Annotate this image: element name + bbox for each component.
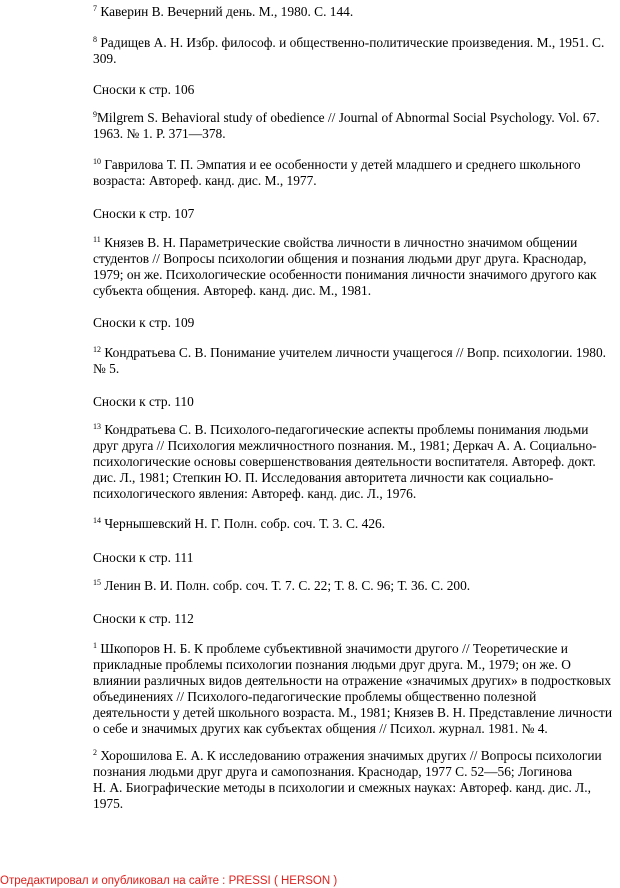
footnote-14	[93, 516, 620, 532]
section-heading: Сноски к стр. 110	[93, 394, 194, 409]
footnote-number: 8	[93, 35, 97, 44]
footnote-text: 309.	[93, 51, 117, 66]
section-heading: Сноски к стр. 107	[93, 206, 195, 221]
footnote-text: влиянии различных видов деятельности на отражение «значимых других» в подростковых	[93, 673, 612, 688]
footnote-11	[93, 235, 620, 299]
footnote-text: дис. Л., 1981; Степкин Ю. П. Исследования авторитета личности как социально-	[93, 470, 554, 485]
footnote-number: 7	[93, 4, 97, 13]
section-heading: Сноски к стр. 106	[93, 82, 195, 97]
footnote-text: возраста: Автореф. канд. дис. М., 1977.	[93, 173, 317, 188]
footnote-number: 15	[93, 578, 101, 587]
section-heading: Сноски к стр. 112	[93, 611, 194, 626]
footnote-text: Milgrem S. Behavioral study of obedience // Journal of Abnormal Social Psychology. Vol. 67.	[97, 110, 600, 125]
footnote-text: студентов // Вопросы психологии общения и познания людьми друг друга. Краснодар,	[93, 251, 587, 266]
footnote-text: о себе и значимых других как субъектах общения // Психол. журнал. 1981. № 4.	[93, 721, 548, 736]
footnote-text: Н. А. Биографические методы в психологии и смежных науках: Автореф. канд. дис. Л.,	[93, 780, 591, 795]
footnote-15	[93, 578, 620, 594]
footnote-text: Радищев А. Н. Избр. философ. и общественно-политические произведения. М., 1951. С.	[100, 35, 605, 50]
footnote-2	[93, 748, 620, 812]
footnote-text: объединениях // Психолого-педагогические проблемы общественно полезной	[93, 689, 537, 704]
footnote-number: 13	[93, 422, 101, 431]
footnote-text: Гаврилова Т. П. Эмпатия и ее особенности у детей младшего и среднего школьного	[104, 157, 581, 172]
footnote-number: 1	[93, 641, 97, 650]
footnote-text: познания людьми друг друга и самопознания. Краснодар, 1977 С. 52—56; Логинова	[93, 764, 573, 779]
site-credit-footer: Отредактировал и опубликовал на сайте : PRESSI ( HERSON )	[0, 875, 338, 887]
footnote-8	[93, 35, 620, 67]
footnote-text: 1963. № 1. P. 371—378.	[93, 126, 226, 141]
footnote-12	[93, 345, 620, 377]
footnote-text: № 5.	[93, 361, 120, 376]
footnote-number: 2	[93, 748, 97, 757]
footnote-text: Чернышевский Н. Г. Полн. собр. соч. Т. 3. С. 426.	[104, 516, 386, 531]
footnote-text: прикладные проблемы психологии познания людьми друг друга. М., 1979; он же. О	[93, 657, 571, 672]
footnote-number: 14	[93, 516, 101, 525]
section-heading: Сноски к стр. 109	[93, 315, 195, 330]
footnote-text: субъекта общения. Автореф. канд. дис. М., 1981.	[93, 283, 372, 298]
footnote-text: 1979; он же. Психологические особенности понимания личности значимого другого как	[93, 267, 597, 282]
footnote-number: 10	[93, 157, 101, 166]
footnote-text: Князев В. Н. Параметрические свойства личности в личностно значимом общении	[104, 235, 578, 250]
footnote-1	[93, 641, 620, 737]
footnote-13	[93, 422, 620, 502]
footnote-text: деятельности у детей школьного возраста. М., 1981; Князев В. Н. Представление личности	[93, 705, 613, 720]
footnote-text: Кондратьева С. В. Понимание учителем личности учащегося // Вопр. психологии. 1980.	[104, 345, 606, 360]
footnote-text: психологические основы совершенствования деятельности воспитателя. Автореф. докт.	[93, 454, 596, 469]
section-heading: Сноски к стр. 111	[93, 550, 194, 565]
footnote-10	[93, 157, 620, 189]
footnote-number: 12	[93, 345, 101, 354]
footnote-number: 9	[93, 110, 97, 119]
footnote-text: психологического явления: Автореф. канд. дис. Л., 1976.	[93, 486, 417, 501]
footnote-text: Хорошилова Е. А. К исследованию отражения значимых других // Вопросы психологии	[100, 748, 602, 763]
footnote-text: Кондратьева С. В. Психолого-педагогические аспекты проблемы понимания людьми	[104, 422, 589, 437]
footnote-text: друг друга // Психология межличностного познания. М., 1981; Деркач А. А. Социально-	[93, 438, 597, 453]
footnote-number: 11	[93, 235, 101, 244]
footnote-text: 1975.	[93, 796, 124, 811]
footnote-9	[93, 110, 620, 142]
footnote-text: Шкопоров Н. Б. К проблеме субъективной значимости другого // Теоретические и	[100, 641, 568, 656]
footnote-text: Ленин В. И. Полн. собр. соч. Т. 7. С. 22; Т. 8. С. 96; Т. 36. С. 200.	[104, 578, 471, 593]
footnote-text: Каверин В. Вечерний день. М., 1980. С. 144.	[100, 4, 354, 19]
footnote-7	[93, 4, 620, 20]
